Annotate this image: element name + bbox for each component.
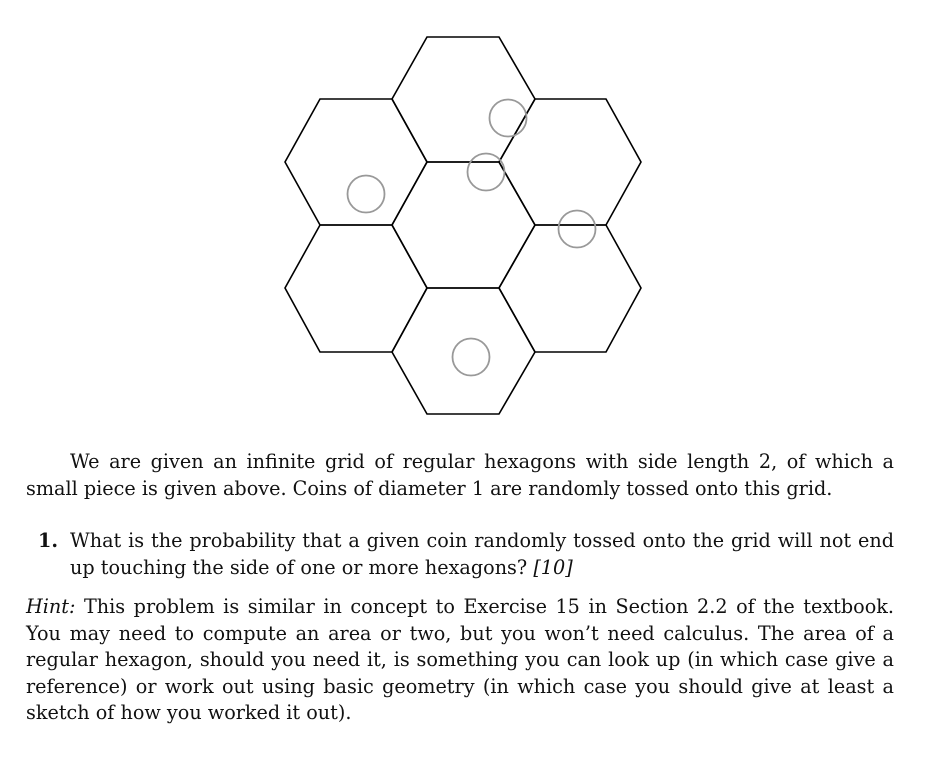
hexagon-center	[392, 162, 535, 288]
hexagon-upper-right	[499, 99, 641, 225]
hexagon-lower-right	[499, 225, 641, 352]
question-points: [10]	[533, 555, 573, 579]
question-number: 1.	[38, 529, 59, 552]
hexagon-upper-left	[285, 99, 427, 225]
question-text: What is the probability that a given coin randomly tossed onto the grid will not end up touching the side of one or more hexagons?	[70, 529, 894, 579]
hexagon-bottom	[392, 288, 535, 414]
problem-intro	[26, 449, 894, 502]
hint-text: This problem is similar in concept to Exercise 15 in Section 2.2 of the textbook. You may need to compute an area or two, but you won’t need calculus. The area of a regular hexagon, should you need it, is something you can look up (in which case give a reference) or work out using basic geometry (in which case you should give at least a sketch of how you worked it out).	[26, 595, 894, 724]
coin	[348, 176, 385, 213]
hint-label: Hint:	[26, 595, 76, 618]
coin	[490, 100, 527, 137]
hint-paragraph	[26, 594, 894, 727]
intro-text: We are given an infinite grid of regular hexagons with side length 2, of which a small piece is given above. Coins of diameter 1 are randomly tossed onto this grid.	[26, 450, 894, 500]
coin	[453, 339, 490, 376]
coin	[468, 154, 505, 191]
hexagon-lower-left	[285, 225, 427, 352]
question-item	[26, 528, 894, 581]
coin	[559, 211, 596, 248]
